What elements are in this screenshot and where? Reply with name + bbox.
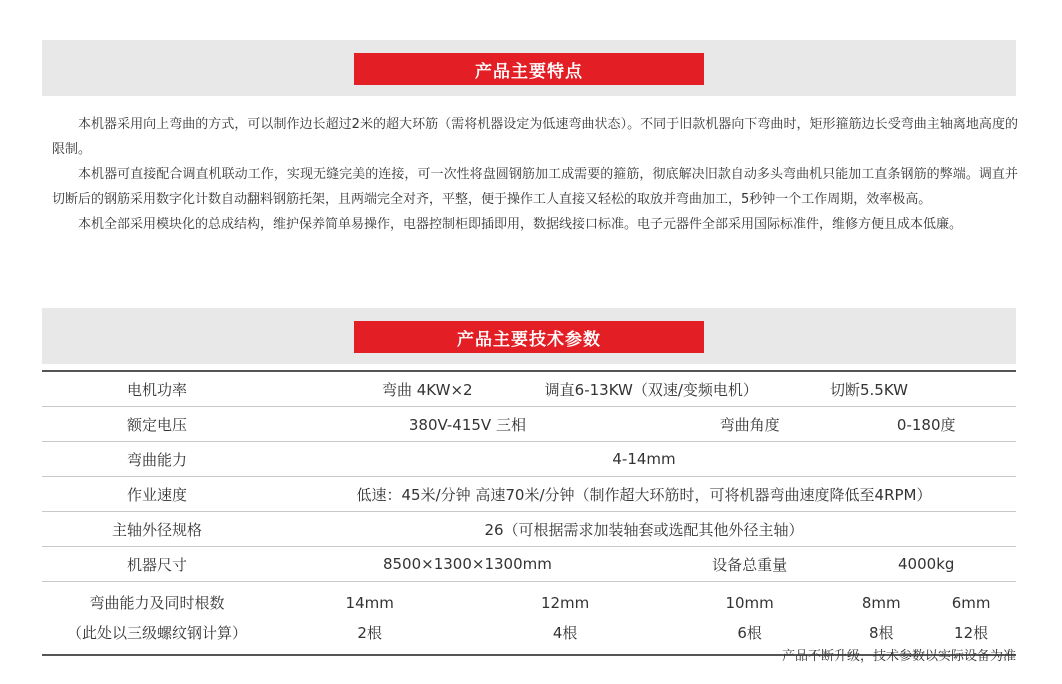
spec-label: 弯曲角度: [663, 407, 837, 442]
bending-diameter: 14mm: [345, 594, 394, 612]
feature-paragraph-1: 本机器采用向上弯曲的方式，可以制作边长超过2米的超大环筋（需将机器设定为低速弯曲状态）。不同于旧款机器向下弯曲时，矩形箍筋边长受弯曲主轴离地高度的限制。: [52, 117, 1018, 157]
motor-bend: 弯曲 4KW×2: [382, 380, 473, 399]
features-text: [52, 112, 1018, 237]
bending-count: 6根: [737, 624, 762, 642]
spec-value: 4000kg: [836, 547, 1016, 582]
feature-paragraph-2: 本机器可直接配合调直机联动工作，实现无缝完美的连接，可一次性将盘圆钢筋加工成需要的箍筋，彻底解决旧款自动多头弯曲机只能加工直条钢筋的弊端。调直并切断后的钢筋采用数字化计数自动翻料钢筋托架，且两端完全对齐，平整，便于操作工人直接又轻松的取放并弯曲加工，5秒钟一个工作周期，效率极高。: [52, 167, 1018, 207]
bending-label-1: 弯曲能力及同时根数: [89, 594, 225, 612]
bending-col-3: [663, 582, 837, 656]
spec-value: 4-14mm: [272, 442, 1016, 477]
spec-value: 26（可根据需求加装轴套或选配其他外径主轴）: [272, 512, 1016, 547]
spec-row-motor: [42, 371, 1016, 407]
spec-value: 低速：45米/分钟 高速70米/分钟（制作超大环筋时，可将机器弯曲速度降低至4RPM）: [272, 477, 1016, 512]
bending-diameter: 8mm: [861, 594, 901, 612]
spec-row-size: [42, 547, 1016, 582]
feature-paragraph-3: 本机全部采用模块化的总成结构，维护保养简单易操作，电器控制柜即插即用，数据线接口标准。电子元器件全部采用国际标准件，维修方便且成本低廉。: [78, 217, 963, 232]
section-header-specs: [42, 308, 1016, 364]
spec-label: 主轴外径规格: [42, 512, 272, 547]
bending-count: 8根: [869, 624, 894, 642]
bending-col-2: [467, 582, 662, 656]
bending-count: 2根: [357, 624, 382, 642]
spec-label: 电机功率: [42, 371, 272, 407]
bending-col-5: [926, 582, 1016, 656]
section-header-features: [42, 40, 1016, 96]
bending-diameter: 10mm: [725, 594, 774, 612]
bending-diameter: 6mm: [951, 594, 991, 612]
spec-label: 设备总重量: [663, 547, 837, 582]
spec-label: 弯曲能力: [42, 442, 272, 477]
section-title-features: 产品主要特点: [354, 53, 704, 85]
spec-label-bending: [42, 582, 272, 656]
bending-count: 12根: [954, 624, 989, 642]
motor-cut: 切断5.5KW: [829, 380, 908, 399]
spec-row-speed: [42, 477, 1016, 512]
spec-label: 额定电压: [42, 407, 272, 442]
footnote: 产品不断升级，技术参数以实际设备为准: [781, 649, 1016, 664]
spec-row-spindle: [42, 512, 1016, 547]
spec-value: 8500×1300×1300mm: [272, 547, 663, 582]
spec-row-voltage: [42, 407, 1016, 442]
spec-value: 0-180度: [836, 407, 1016, 442]
spec-label: 机器尺寸: [42, 547, 272, 582]
spec-table: [42, 370, 1016, 656]
spec-row-capacity: [42, 442, 1016, 477]
spec-value: [272, 371, 1016, 407]
section-title-specs: 产品主要技术参数: [354, 321, 704, 353]
bending-col-1: [272, 582, 467, 656]
spec-row-bending: [42, 582, 1016, 656]
bending-label-2: （此处以三级螺纹钢计算）: [66, 624, 247, 642]
spec-label: 作业速度: [42, 477, 272, 512]
bending-col-4: [836, 582, 926, 656]
spec-value: 380V-415V 三相: [272, 407, 663, 442]
bending-count: 4根: [552, 624, 578, 642]
motor-straighten: 调直6-13KW（双速/变频电机）: [544, 380, 758, 399]
bending-diameter: 12mm: [540, 594, 590, 612]
